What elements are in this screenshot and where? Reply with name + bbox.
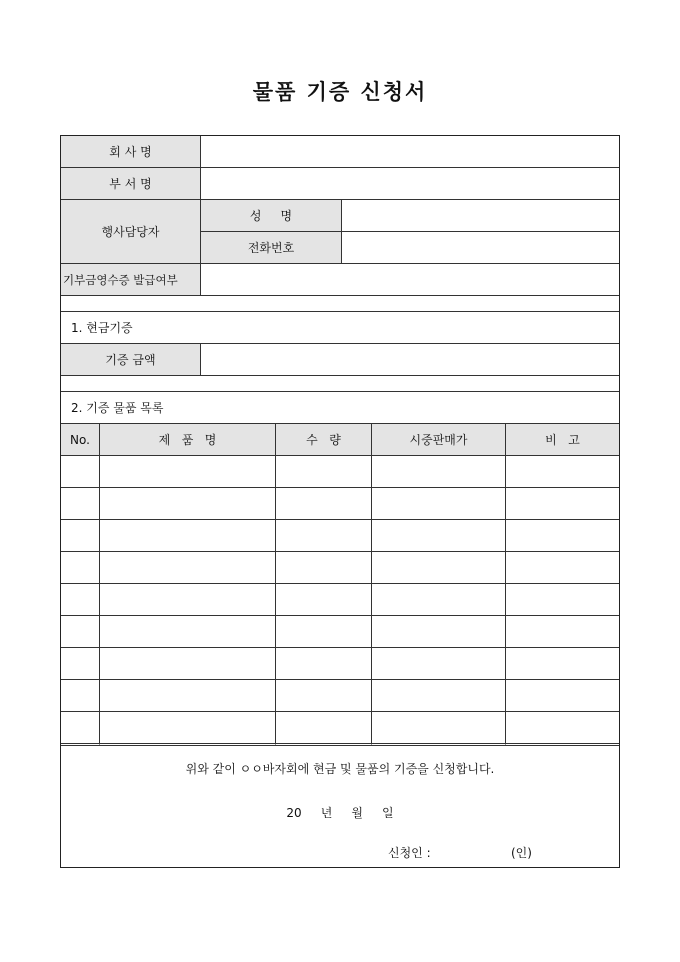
goods-row-8-product-name-cell[interactable] <box>100 680 276 712</box>
goods-row-4-remarks-cell[interactable] <box>506 552 619 584</box>
section-spacer <box>61 376 619 392</box>
goods-row-8-market-price-cell[interactable] <box>372 680 506 712</box>
goods-row-7-quantity-cell[interactable] <box>276 648 372 680</box>
manager-phone-field[interactable] <box>342 232 619 264</box>
section-spacer <box>61 296 619 312</box>
goods-row-6-quantity-cell[interactable] <box>276 616 372 648</box>
goods-row-3-product-name-cell[interactable] <box>100 520 276 552</box>
seal-label: (인) <box>511 846 532 860</box>
goods-row-6-product-name-cell[interactable] <box>100 616 276 648</box>
goods-row-1-market-price-cell[interactable] <box>372 456 506 488</box>
goods-row-5-remarks-cell[interactable] <box>506 584 619 616</box>
department-label: 부 서 명 <box>61 168 201 200</box>
goods-row-2-market-price-cell[interactable] <box>372 488 506 520</box>
goods-row-1-remarks-cell[interactable] <box>506 456 619 488</box>
goods-row-8-no-cell[interactable] <box>61 680 100 712</box>
goods-row-6-no-cell[interactable] <box>61 616 100 648</box>
receipt-field[interactable] <box>201 264 619 296</box>
goods-row-9-remarks-cell[interactable] <box>506 712 619 746</box>
goods-row-7-product-name-cell[interactable] <box>100 648 276 680</box>
goods-row-8-remarks-cell[interactable] <box>506 680 619 712</box>
goods-row-4-market-price-cell[interactable] <box>372 552 506 584</box>
column-header-remarks: 비 고 <box>506 424 619 456</box>
goods-row-9-market-price-cell[interactable] <box>372 712 506 746</box>
goods-row-1-product-name-cell[interactable] <box>100 456 276 488</box>
manager-name-field[interactable] <box>342 200 619 232</box>
applicant-label[interactable]: 신청인 : <box>388 846 431 860</box>
manager-phone-label: 전화번호 <box>201 232 342 264</box>
goods-row-4-no-cell[interactable] <box>61 552 100 584</box>
goods-row-7-remarks-cell[interactable] <box>506 648 619 680</box>
goods-row-6-market-price-cell[interactable] <box>372 616 506 648</box>
goods-row-7-no-cell[interactable] <box>61 648 100 680</box>
column-header-quantity: 수 량 <box>276 424 372 456</box>
goods-row-3-no-cell[interactable] <box>61 520 100 552</box>
goods-row-2-remarks-cell[interactable] <box>506 488 619 520</box>
goods-row-9-product-name-cell[interactable] <box>100 712 276 746</box>
goods-row-2-no-cell[interactable] <box>61 488 100 520</box>
manager-name-label: 성 명 <box>201 200 342 232</box>
donation-amount-field[interactable] <box>201 344 619 376</box>
form-title: 물품 기증 신청서 <box>252 79 428 104</box>
goods-row-4-quantity-cell[interactable] <box>276 552 372 584</box>
goods-row-3-remarks-cell[interactable] <box>506 520 619 552</box>
column-header-no: No. <box>61 424 100 456</box>
goods-row-1-quantity-cell[interactable] <box>276 456 372 488</box>
goods-row-4-product-name-cell[interactable] <box>100 552 276 584</box>
goods-row-9-quantity-cell[interactable] <box>276 712 372 746</box>
goods-row-5-product-name-cell[interactable] <box>100 584 276 616</box>
donation-amount-label: 기증 금액 <box>61 344 201 376</box>
receipt-label: 기부금영수증 발급여부 <box>61 264 201 296</box>
goods-row-8-quantity-cell[interactable] <box>276 680 372 712</box>
goods-row-3-quantity-cell[interactable] <box>276 520 372 552</box>
company-name-label: 회 사 명 <box>61 136 201 168</box>
event-manager-label: 행사담당자 <box>61 200 201 264</box>
column-header-market-price: 시중판매가 <box>372 424 506 456</box>
goods-section-heading: 2. 기증 물품 목록 <box>61 392 619 424</box>
goods-row-1-no-cell[interactable] <box>61 456 100 488</box>
column-header-product-name: 제 품 명 <box>100 424 276 456</box>
application-form <box>60 135 620 868</box>
form-footer <box>61 743 619 867</box>
company-name-field[interactable] <box>201 136 619 168</box>
goods-row-5-market-price-cell[interactable] <box>372 584 506 616</box>
goods-row-3-market-price-cell[interactable] <box>372 520 506 552</box>
goods-row-2-product-name-cell[interactable] <box>100 488 276 520</box>
cash-section-heading: 1. 현금기증 <box>61 312 619 344</box>
goods-row-6-remarks-cell[interactable] <box>506 616 619 648</box>
department-field[interactable] <box>201 168 619 200</box>
date-line[interactable]: 20 년 월 일 <box>286 806 394 820</box>
goods-row-2-quantity-cell[interactable] <box>276 488 372 520</box>
goods-row-9-no-cell[interactable] <box>61 712 100 746</box>
application-statement: 위와 같이 ㅇㅇ바자회에 현금 및 물품의 기증을 신청합니다. <box>185 762 495 776</box>
goods-row-5-quantity-cell[interactable] <box>276 584 372 616</box>
goods-row-7-market-price-cell[interactable] <box>372 648 506 680</box>
goods-row-5-no-cell[interactable] <box>61 584 100 616</box>
